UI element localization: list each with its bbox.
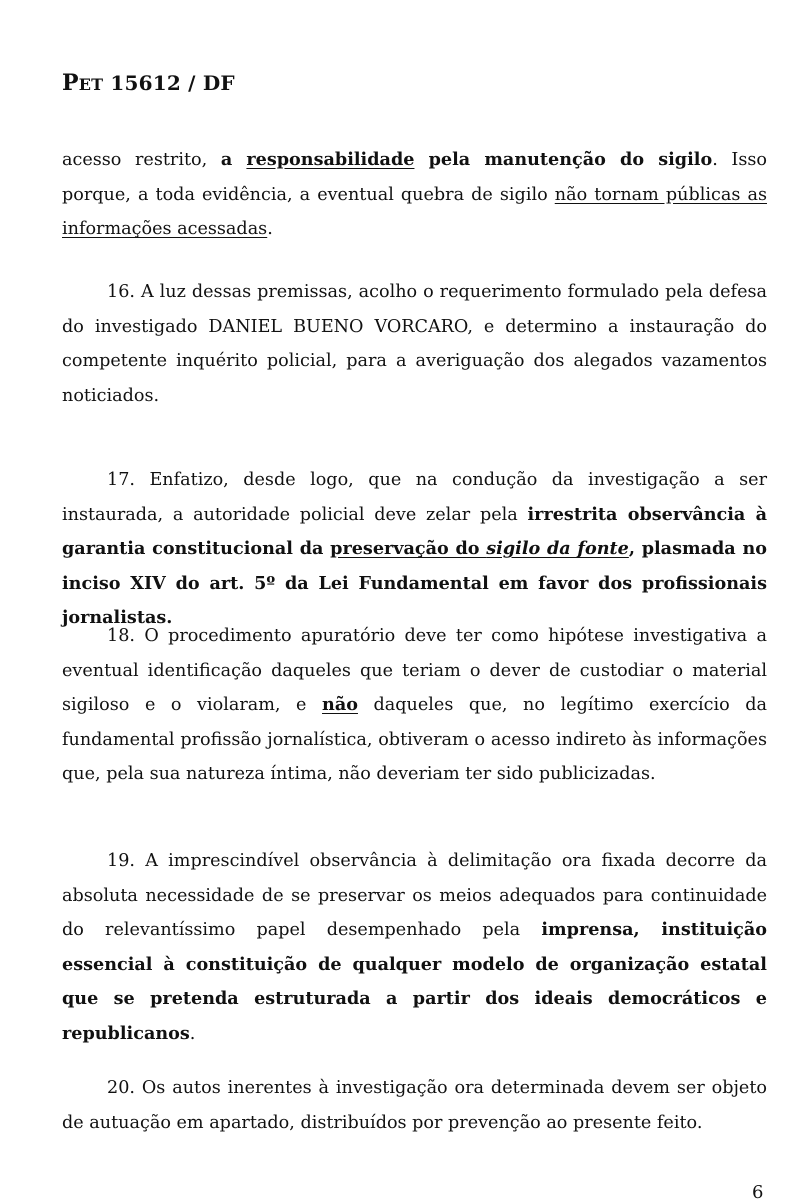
- p19-text-2: .: [189, 1023, 196, 1044]
- p17-bold-underlined-italic: sigilo da fonte: [486, 538, 629, 559]
- p17-bold-2: , plasmada no inciso XIV do art. 5º da Lei Fundamental em favor dos profissionais jornalistas.: [62, 538, 767, 628]
- p18-text-2: daqueles que, no legítimo exercício da fundamental profissão jornalística, obtiveram o acesso indireto às informações que, pela sua natureza íntima, não deveriam ter sido publicizadas.: [62, 695, 768, 784]
- p19-text-1: 19. A imprescindível observância à delimitação ora fixada decorre da absoluta necessidade de se preservar os meios adequados para continuidade do relevantíssimo papel desempenhado pela: [62, 851, 767, 940]
- p0-text-1: acesso restrito,: [62, 150, 221, 170]
- paragraph-17: [62, 463, 767, 636]
- p17-bold-1: irrestrita observância à garantia constitucional da: [62, 503, 767, 559]
- p18-text-1: 18. O procedimento apuratório deve ter como hipótese investigativa a eventual identificação daqueles que teriam o dever de custodiar o material sigiloso e o violaram, e: [62, 626, 767, 715]
- p19-bold: imprensa, instituição essencial à constituição de qualquer modelo de organização estatal que se pretenda estruturada a partir dos ideais democráticos e republicanos: [62, 919, 767, 1044]
- p0-bold-a: a: [220, 149, 247, 170]
- header-first-letter: P: [62, 70, 79, 96]
- p0-bold-manutencao: pela manutenção do sigilo: [414, 149, 713, 170]
- paragraph-19: [62, 844, 767, 1051]
- page-header: [62, 70, 235, 96]
- p17-text-1: 17. Enfatizo, desde logo, que na condução da investigação a ser instaurada, a autoridade policial deve zelar pela: [62, 470, 767, 525]
- header-rest: ET: [78, 75, 104, 94]
- paragraph-20: 20. Os autos inerentes à investigação ora determinada devem ser objeto de autuação em apartado, distribuídos por prevenção ao presente feito.: [62, 1078, 767, 1133]
- p0-text-3: .: [267, 219, 273, 239]
- p18-bold-underlined-nao: não: [322, 694, 358, 715]
- paragraph-16: 16. A luz dessas premissas, acolho o requerimento formulado pela defesa do investigado DANIEL BUENO VORCARO, e determino a instauração do competente inquérito policial, para a averiguação dos alegados vazamentos noticiados.: [62, 282, 767, 406]
- p17-bold-underlined: preservação do: [330, 538, 487, 559]
- paragraph-continuation: [62, 143, 767, 247]
- p0-underlined-informacoes: não tornam públicas as informações acessadas: [62, 184, 767, 239]
- p0-bold-underlined-responsabilidade: responsabilidade: [246, 149, 415, 170]
- header-case-number: 15612 / DF: [103, 71, 235, 95]
- paragraph-18: [62, 619, 767, 792]
- page-number: 6: [752, 1182, 764, 1203]
- p0-text-2: . Isso porque, a toda evidência, a eventual quebra de sigilo: [62, 150, 767, 205]
